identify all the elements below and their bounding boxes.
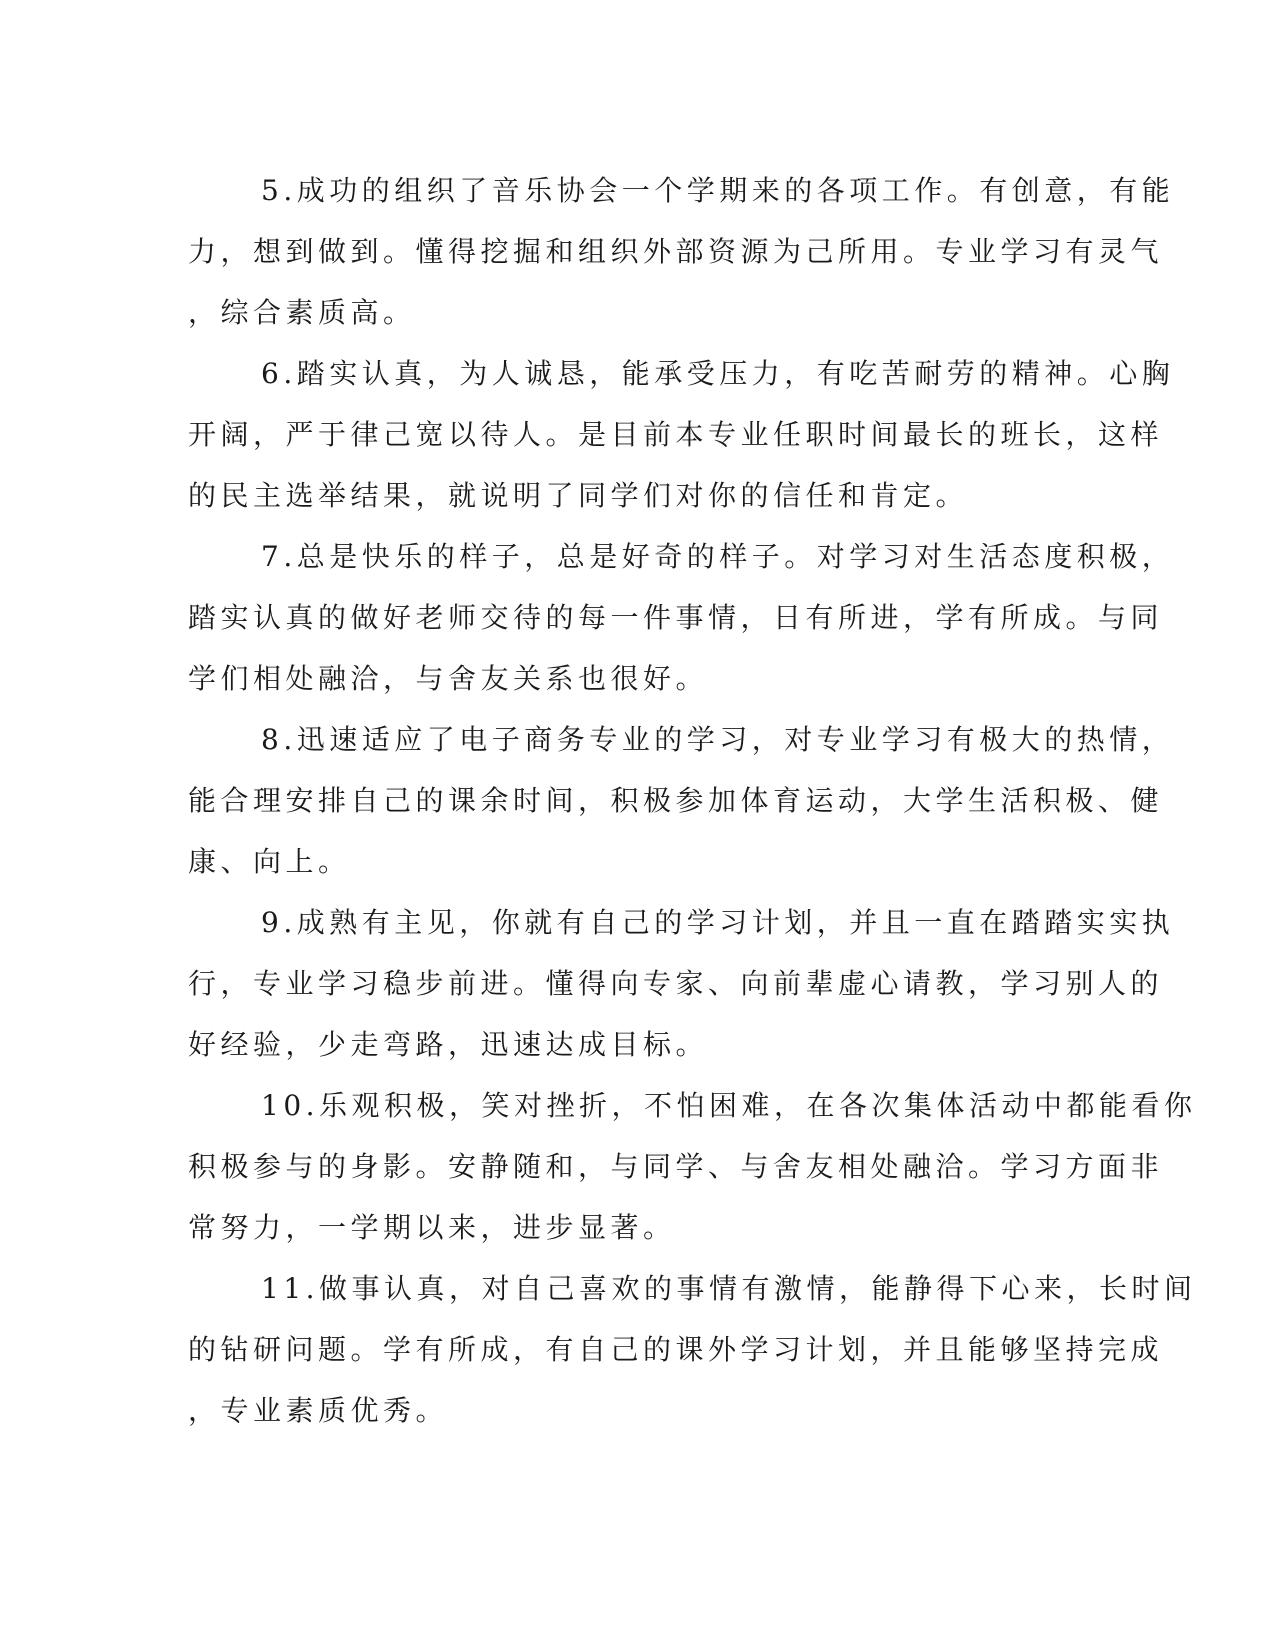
paragraph-11 (188, 1258, 1197, 1441)
paragraph-line: 的民主选举结果，就说明了同学们对你的信任和肯定。 (188, 479, 969, 512)
paragraph-line: ，综合素质高。 (188, 296, 416, 329)
paragraph-line: 踏实认真的做好老师交待的每一件事情，日有所进，学有所成。与同 (188, 601, 1164, 634)
paragraph-line: 6.踏实认真，为人诚恳，能承受压力，有吃苦耐劳的精神。心胸 (261, 357, 1175, 390)
paragraph-line: 好经验，少走弯路，迅速达成目标。 (188, 1028, 709, 1061)
paragraph-line: 的钻研问题。学有所成，有自己的课外学习计划，并且能够坚持完成 (188, 1333, 1164, 1366)
paragraph-line: 11.做事认真，对自己喜欢的事情有激情，能静得下心来，长时间 (261, 1272, 1197, 1305)
paragraph-line: 康、向上。 (188, 845, 351, 878)
paragraph-line: 积极参与的身影。安静随和，与同学、与舍友相处融洽。学习方面非 (188, 1150, 1164, 1183)
document-body (188, 160, 1197, 1441)
paragraph-line: 学们相处融洽，与舍友关系也很好。 (188, 662, 709, 695)
paragraph-line: 力，想到做到。懂得挖掘和组织外部资源为己所用。专业学习有灵气 (188, 235, 1164, 268)
paragraph-line: 10.乐观积极，笑对挫折，不怕困难，在各次集体活动中都能看你 (261, 1089, 1197, 1122)
paragraph-line: 7.总是快乐的样子，总是好奇的样子。对学习对生活态度积极， (261, 540, 1175, 573)
paragraph-8 (188, 709, 1175, 892)
paragraph-line: 开阔，严于律己宽以待人。是目前本专业任职时间最长的班长，这样 (188, 418, 1164, 451)
paragraph-6 (188, 343, 1175, 526)
paragraph-line: 行，专业学习稳步前进。懂得向专家、向前辈虚心请教，学习别人的 (188, 967, 1164, 1000)
paragraph-9 (188, 892, 1175, 1075)
paragraph-line: ，专业素质优秀。 (188, 1394, 449, 1427)
paragraph-line: 9.成熟有主见，你就有自己的学习计划，并且一直在踏踏实实执 (261, 906, 1175, 939)
paragraph-line: 8.迅速适应了电子商务专业的学习，对专业学习有极大的热情， (261, 723, 1175, 756)
paragraph-line: 5.成功的组织了音乐协会一个学期来的各项工作。有创意，有能 (261, 174, 1175, 207)
paragraph-10 (188, 1075, 1197, 1258)
paragraph-5 (188, 160, 1175, 343)
paragraph-line: 能合理安排自己的课余时间，积极参加体育运动，大学生活积极、健 (188, 784, 1164, 817)
paragraph-line: 常努力，一学期以来，进步显著。 (188, 1211, 676, 1244)
paragraph-7 (188, 526, 1175, 709)
